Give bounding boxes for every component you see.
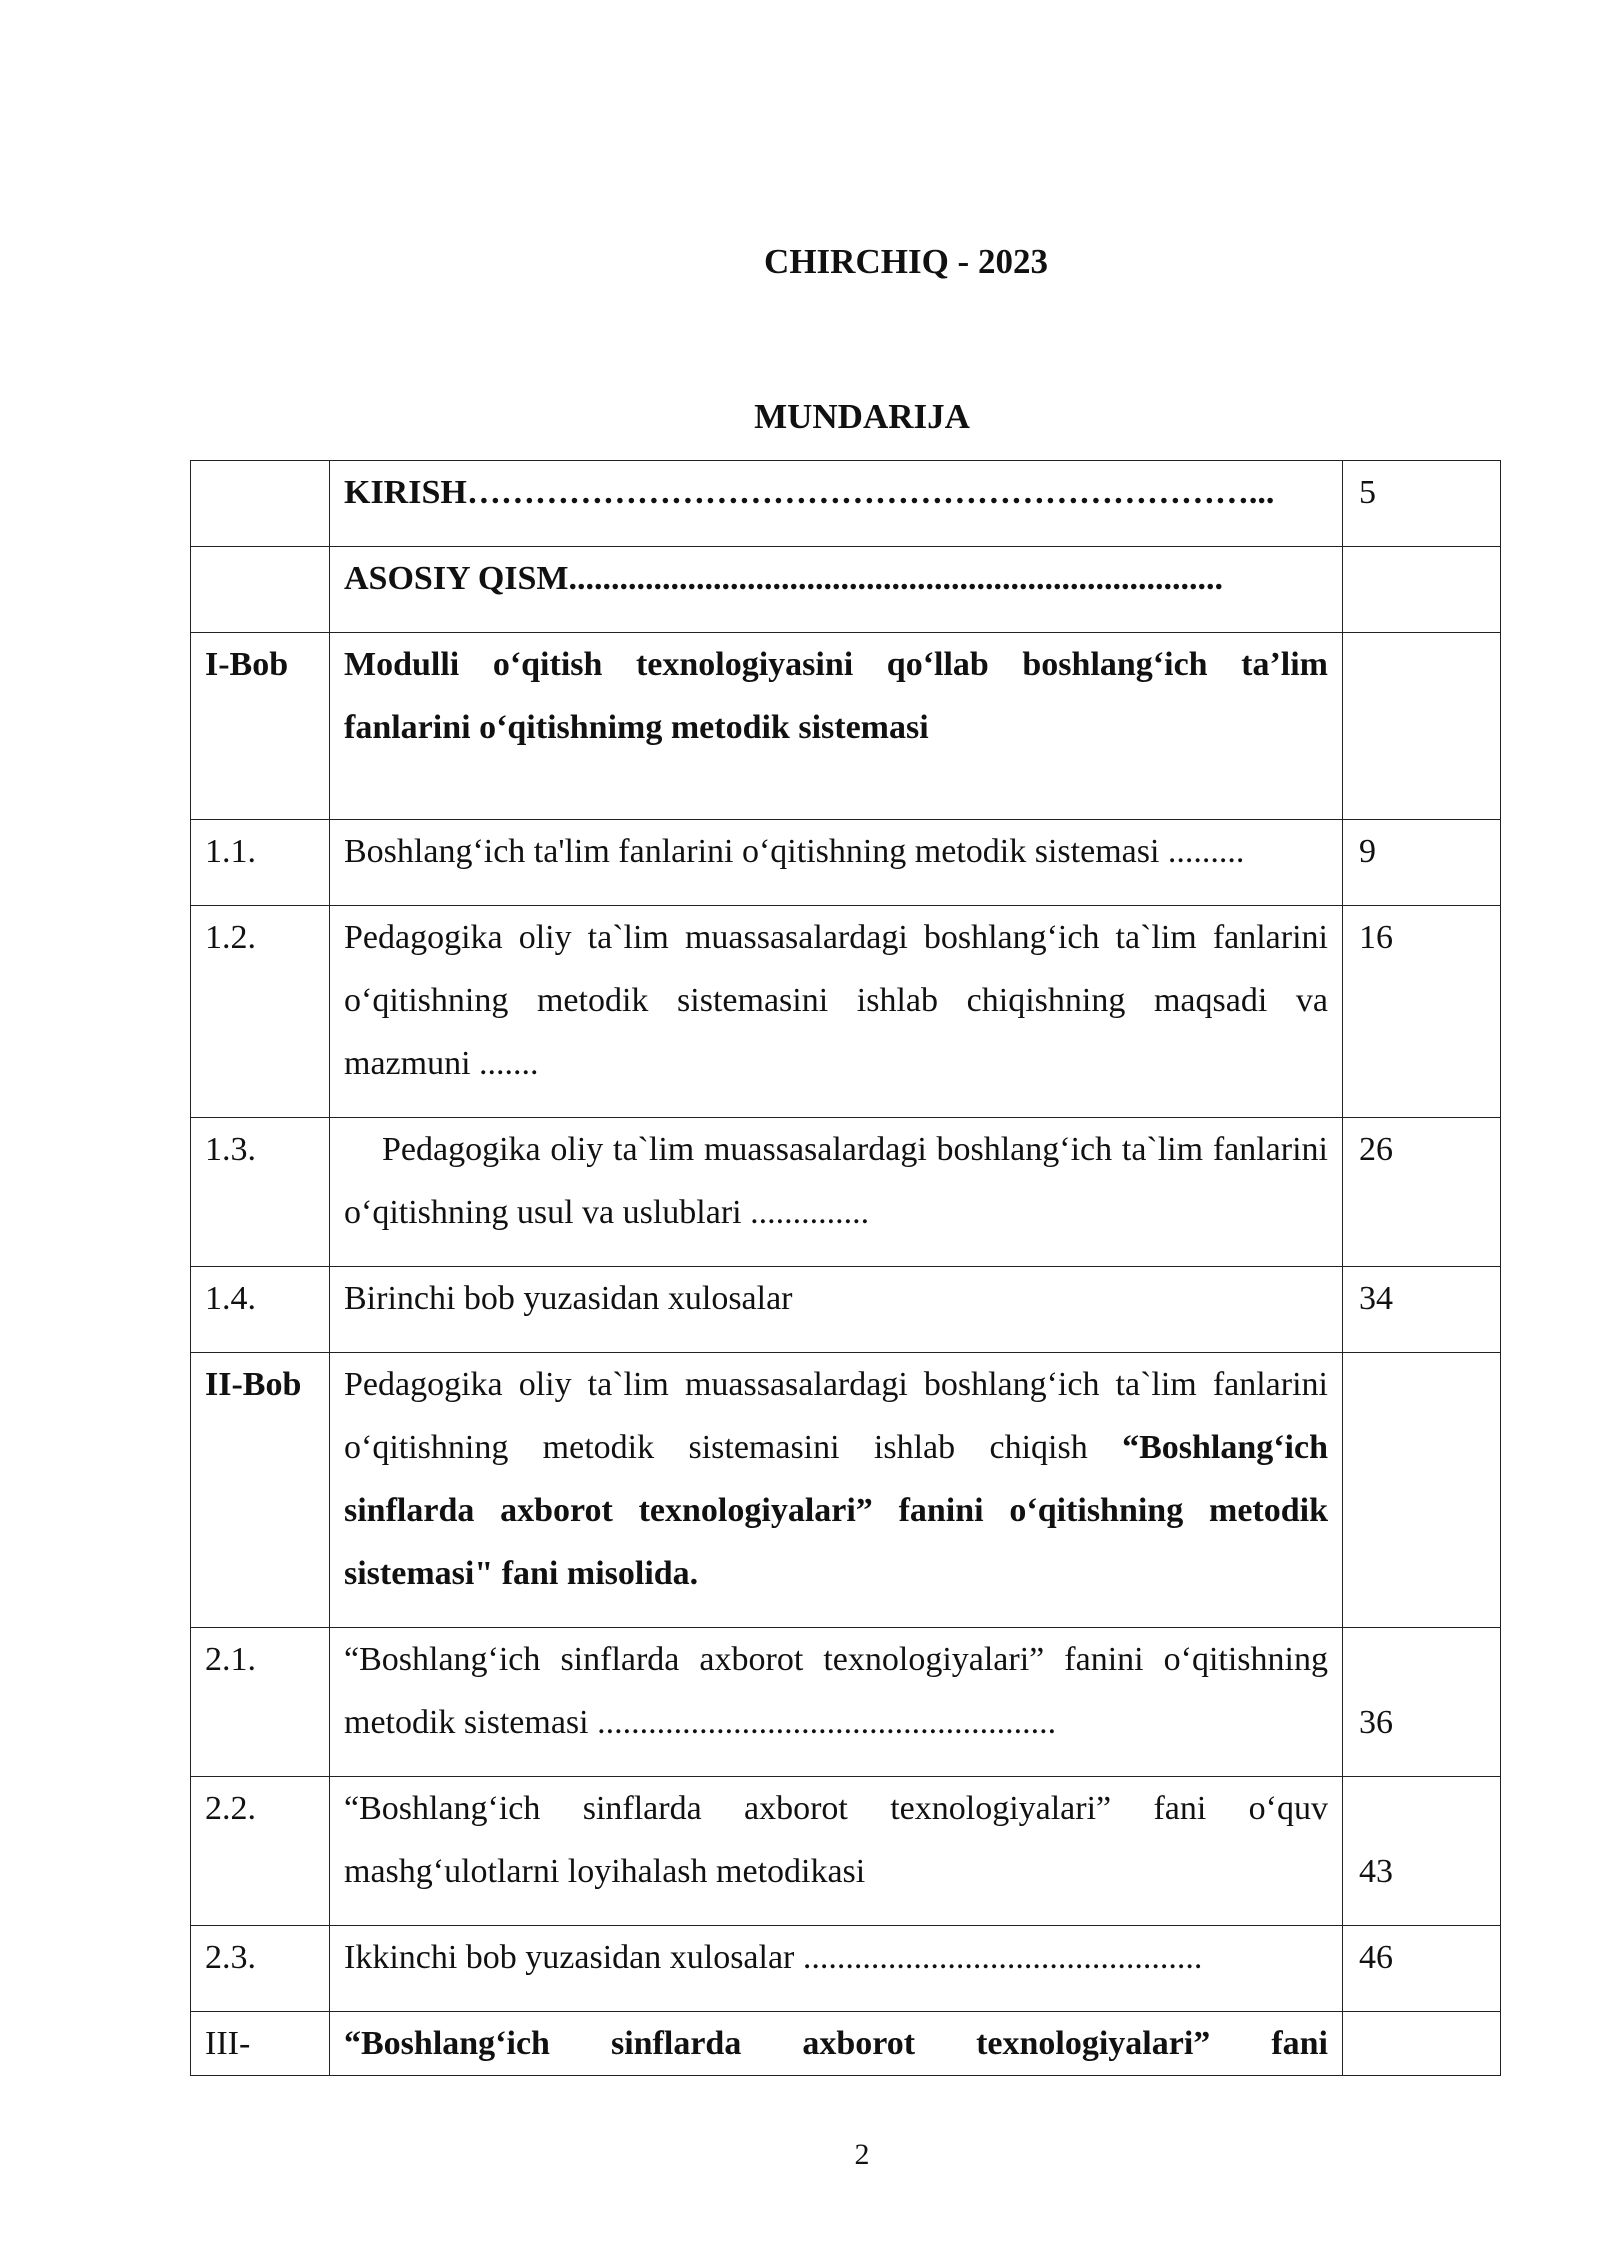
toc-row-number: 1.3. (191, 1118, 330, 1267)
toc-row-page: 36 (1343, 1628, 1501, 1777)
toc-row-title: Ikkinchi bob yuzasidan xulosalar ............................................... (330, 1926, 1343, 2012)
toc-row-number: 2.2. (191, 1777, 330, 1926)
toc-row-page: 46 (1343, 1926, 1501, 2012)
toc-row-number: 2.1. (191, 1628, 330, 1777)
toc-row-title-cell (330, 1353, 1343, 1628)
toc-row-number: II-Bob (191, 1353, 330, 1628)
toc-row-title: ASOSIY QISM............................................................................. (330, 547, 1343, 633)
toc-row-page (1343, 633, 1501, 820)
toc-row-1-1 (191, 820, 1501, 906)
toc-row-number: 1.4. (191, 1267, 330, 1353)
toc-row-page (1343, 2012, 1501, 2076)
city-year: CHIRCHIQ - 2023 (764, 242, 1048, 281)
page-number: 2 (854, 2138, 870, 2171)
toc-row-number: I-Bob (191, 633, 330, 820)
toc-row-kirish (191, 461, 1501, 547)
toc-row-title: “Boshlang‘ich sinflarda axborot texnologiyalari” fanini o‘qitishning metodik sistemasi ...................................................... (330, 1628, 1343, 1777)
toc-row-title: Boshlang‘ich ta'lim fanlarini o‘qitishning metodik sistemasi ......... (330, 820, 1343, 906)
toc-row-2-2 (191, 1777, 1501, 1926)
toc-title: MUNDARIJA (754, 397, 970, 436)
toc-row-page: 43 (1343, 1777, 1501, 1926)
toc-row-chapter-1 (191, 633, 1501, 820)
toc-row-chapter-2 (191, 1353, 1501, 1628)
toc-row-page: 5 (1343, 461, 1501, 547)
toc-row-page: 16 (1343, 906, 1501, 1118)
toc-row-number (191, 547, 330, 633)
toc-row-title: Pedagogika oliy ta`lim muassasalardagi boshlang‘ich ta`lim fanlarini o‘qitishning usul va uslublari .............. (330, 1118, 1343, 1267)
toc-row-number: III- (191, 2012, 330, 2076)
toc-row-page: 34 (1343, 1267, 1501, 1353)
toc-row-title-bold: “Boshlang‘ich sinflarda axborot texnologiyalari” fanini o‘qitishning metodik sistemasi" fani misolida. (344, 1429, 1329, 1592)
toc-row-2-1 (191, 1628, 1501, 1777)
toc-row-number: 1.1. (191, 820, 330, 906)
toc-row-page: 26 (1343, 1118, 1501, 1267)
toc-row-title: Modulli o‘qitish texnologiyasini qo‘llab boshlang‘ich ta’lim fanlarini o‘qitishnimg metodik sistemasi (330, 633, 1343, 820)
toc-row-title: Pedagogika oliy ta`lim muassasalardagi boshlang‘ich ta`lim fanlarini o‘qitishning metodik sistemasini ishlab chiqishning maqsadi va mazmuni ....... (330, 906, 1343, 1118)
toc-row-number (191, 461, 330, 547)
toc-row-number: 2.3. (191, 1926, 330, 2012)
table-of-contents (190, 460, 1501, 2076)
toc-row-title: Pedagogika oliy ta`lim muassasalardagi boshlang‘ich ta`lim fanlarini o‘qitishning metodik sistemasini ishlab chiqish (344, 1366, 1328, 1466)
toc-row-number: 1.2. (191, 906, 330, 1118)
toc-row-page (1343, 1353, 1501, 1628)
toc-row-asosiy-qism (191, 547, 1501, 633)
toc-row-2-3 (191, 1926, 1501, 2012)
toc-row-chapter-3 (191, 2012, 1501, 2076)
toc-row-title: Birinchi bob yuzasidan xulosalar (330, 1267, 1343, 1353)
toc-row-title: KIRISH……………………………………………………………... (330, 461, 1343, 547)
toc-row-title: “Boshlang‘ich sinflarda axborot texnologiyalari” fani o‘quv mashg‘ulotlarni loyihalash metodikasi (330, 1777, 1343, 1926)
toc-row-page: 9 (1343, 820, 1501, 906)
toc-row-page (1343, 547, 1501, 633)
toc-row-1-4 (191, 1267, 1501, 1353)
toc-row-1-3 (191, 1118, 1501, 1267)
toc-row-1-2 (191, 906, 1501, 1118)
toc-row-title: “Boshlang‘ich sinflarda axborot texnologiyalari” fani (330, 2012, 1343, 2076)
